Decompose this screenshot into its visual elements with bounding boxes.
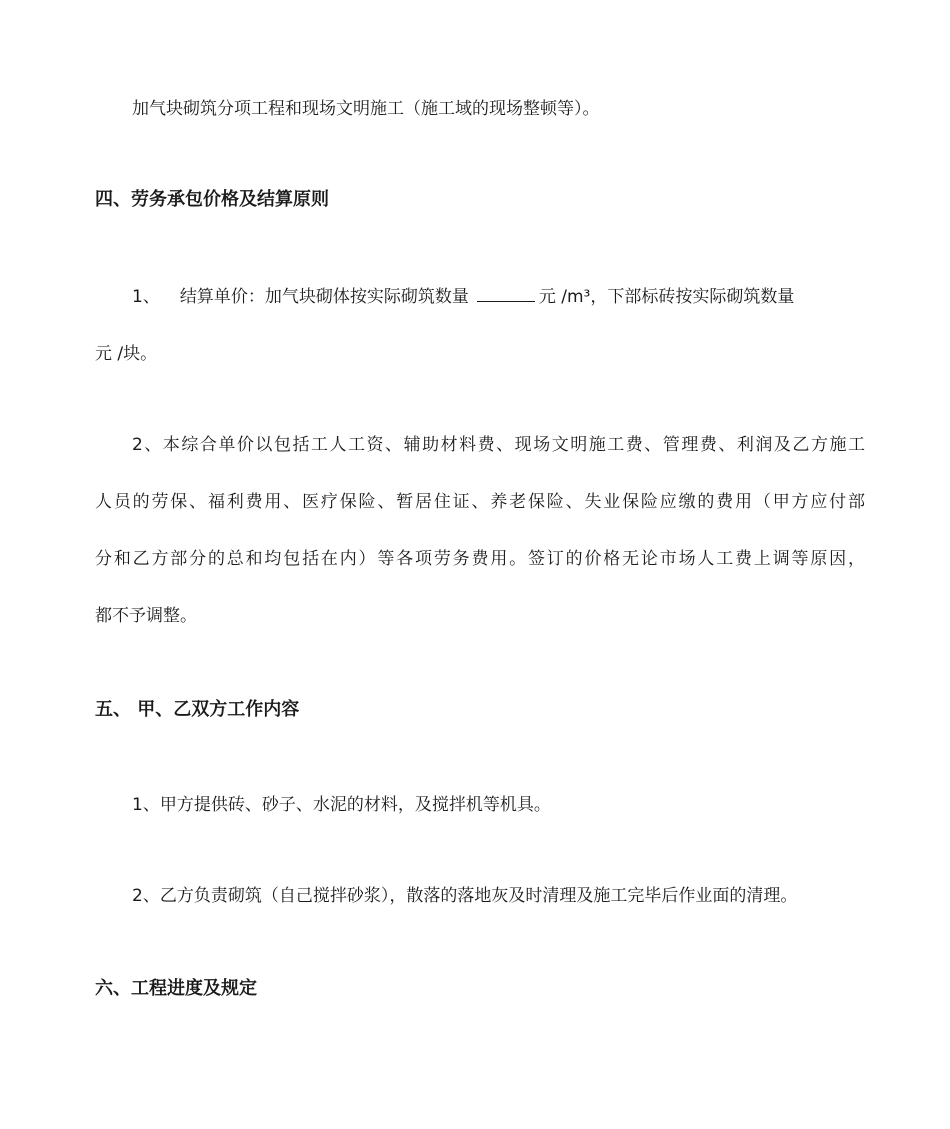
party-b-duties: 2、乙方负责砌筑（自己搅拌砂浆），散落的落地灰及时清理及施工完毕后作业面的清理。 xyxy=(132,886,798,906)
settlement-unit-price-line-2: 元 /块。 xyxy=(95,344,158,364)
unit-price-text: 结算单价：加气块砌体按实际砌筑数量 xyxy=(179,287,469,307)
section-heading-work-content: 五、 甲、乙双方工作内容 xyxy=(95,699,300,720)
settlement-unit-price-line xyxy=(132,286,865,308)
unit-price-text-continued: 元 /m³，下部标砖按实际砌筑数量 xyxy=(538,287,795,307)
item-number: 1、 xyxy=(132,287,160,307)
party-a-duties: 1、甲方提供砖、砂子、水泥的材料，及搅拌机等机具。 xyxy=(132,795,551,815)
comprehensive-price-line-1: 2、本综合单价以包括工人工资、辅助材料费、现场文明施工费、管理费、利润及乙方施工 xyxy=(132,435,865,455)
section-heading-price-settlement: 四、劳务承包价格及结算原则 xyxy=(95,189,329,210)
comprehensive-price-line-2: 人员的劳保、福利费用、医疗保险、暂居住证、养老保险、失业保险应缴的费用（甲方应付部 xyxy=(95,492,865,512)
section-heading-schedule: 六、工程进度及规定 xyxy=(95,978,257,999)
comprehensive-price-line-3: 分和乙方部分的总和均包括在内）等各项劳务费用。签订的价格无论市场人工费上调等原因， xyxy=(95,549,865,569)
scope-paragraph: 加气块砌筑分项工程和现场文明施工（施工域的现场整顿等）。 xyxy=(132,99,600,119)
comprehensive-price-line-4: 都不予调整。 xyxy=(95,606,197,626)
price-blank-field xyxy=(477,287,535,302)
